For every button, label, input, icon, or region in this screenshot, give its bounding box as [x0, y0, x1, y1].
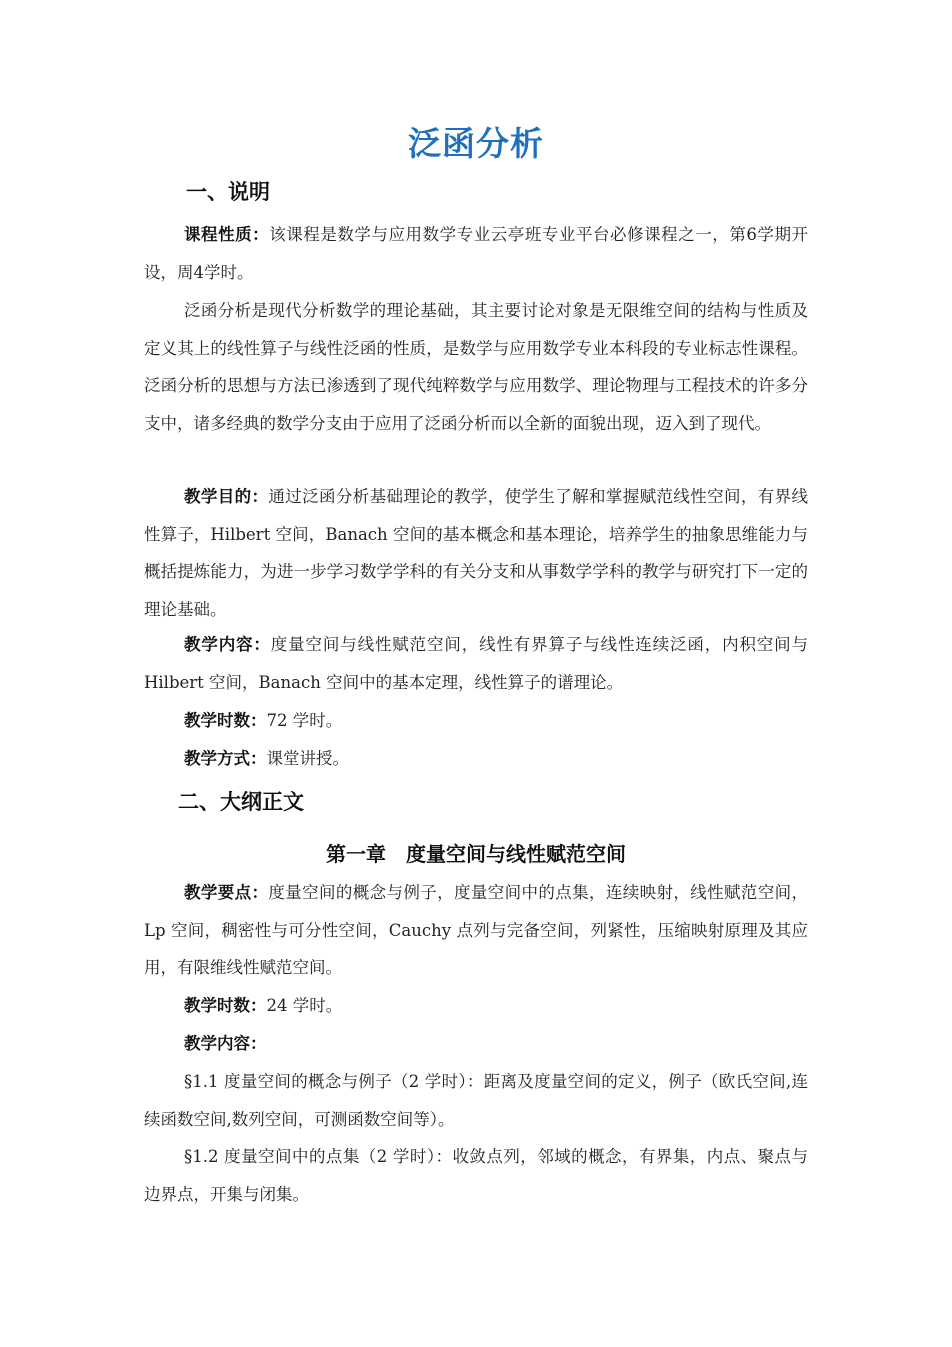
- paragraph-teaching-hours: [144, 702, 808, 740]
- paragraph-section-1-1: §1.1 度量空间的概念与例子（2 学时）：距离及度量空间的定义，例子（欧氏空间,连续函数空间,数列空间，可测函数空间等）。: [144, 1072, 808, 1129]
- label-teaching-method: 教学方式：: [184, 749, 267, 768]
- section-heading-outline: 二、大纲正文: [178, 790, 304, 814]
- text-chapter-hours: 24 学时。: [266, 996, 343, 1015]
- paragraph-teaching-purpose: [144, 478, 808, 628]
- chapter-title: 第一章 度量空间与线性赋范空间: [326, 842, 626, 866]
- text-teaching-content: 度量空间与线性赋范空间，线性有界算子与线性连续泛函，内积空间与 Hilbert 空间，Banach 空间中的基本定理，线性算子的谱理论。: [144, 635, 809, 692]
- paragraph-chapter-content: [144, 1025, 808, 1063]
- text-course-nature: 该课程是数学与应用数学专业云亭班专业平台必修课程之一，第6学期开设，周4学时。: [144, 225, 809, 282]
- text-teaching-method: 课堂讲授。: [266, 749, 349, 768]
- paragraph-teaching-method: [144, 740, 808, 778]
- paragraph-introduction: 泛函分析是现代分析数学的理论基础，其主要讨论对象是无限维空间的结构与性质及定义其上的线性算子与线性泛函的性质，是数学与应用数学专业本科段的专业标志性课程。泛函分析的思想与方法已渗透到了现代纯粹数学与应用数学、理论物理与工程技术的许多分支中，诸多经典的数学分支由于应用了泛函分析而以全新的面貌出现，迈入到了现代。: [144, 301, 808, 433]
- paragraph-chapter-hours: [144, 987, 808, 1025]
- label-teaching-hours: 教学时数：: [184, 711, 267, 730]
- paragraph-teaching-content: [144, 626, 808, 701]
- text-teaching-purpose: 通过泛函分析基础理论的教学，使学生了解和掌握赋范线性空间，有界线性算子，Hilbert 空间，Banach 空间的基本概念和基本理论，培养学生的抽象思维能力与概括提炼能力，为进一步学习数学学科的有关分支和从事数学学科的教学与研究打下一定的理论基础。: [144, 487, 808, 619]
- label-course-nature: 课程性质：: [184, 225, 270, 244]
- text-teaching-hours: 72 学时。: [266, 711, 343, 730]
- label-chapter-hours: 教学时数：: [184, 996, 267, 1015]
- document-title: 泛函分析: [408, 124, 544, 163]
- paragraph-course-nature: [144, 216, 808, 291]
- label-chapter-content: 教学内容：: [184, 1034, 267, 1053]
- text-teaching-points: 度量空间的概念与例子，度量空间中的点集，连续映射，线性赋范空间，Lp 空间，稠密性与可分性空间，Cauchy 点列与完备空间，列紧性，压缩映射原理及其应用，有限维线性赋范空间。: [144, 883, 808, 977]
- section-heading-description: 一、说明: [186, 180, 270, 204]
- paragraph-teaching-points: [144, 874, 808, 987]
- label-teaching-points: 教学要点：: [184, 883, 269, 902]
- paragraph-section-1-2: §1.2 度量空间中的点集（2 学时）：收敛点列，邻域的概念，有界集，内点、聚点与边界点，开集与闭集。: [144, 1147, 808, 1204]
- label-teaching-content: 教学内容：: [184, 635, 271, 654]
- label-teaching-purpose: 教学目的：: [184, 487, 269, 506]
